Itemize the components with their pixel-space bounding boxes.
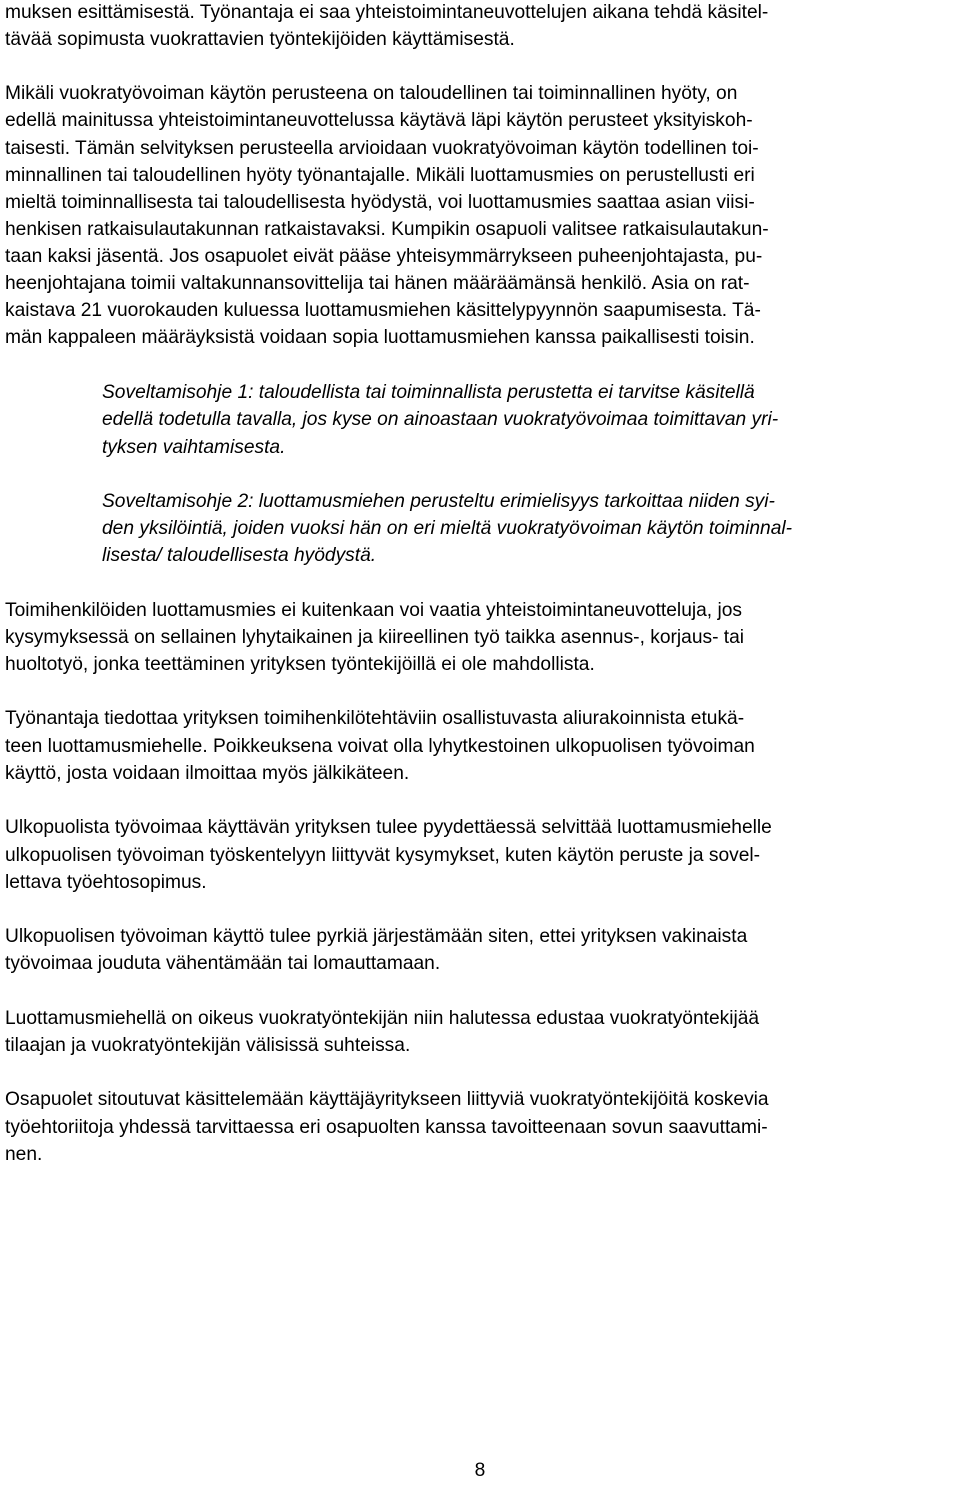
paragraph-5-line-1: Toimihenkilöiden luottamusmies ei kuitenkaan voi vaatia yhteistoimintaneuvotteluja, jos bbox=[5, 600, 742, 621]
paragraph-2-line-3: taisesti. Tämän selvityksen perusteella arvioidaan vuokratyövoiman käytön todellinen toi- bbox=[5, 138, 759, 159]
paragraph-7-line-3: lettava työehtosopimus. bbox=[5, 872, 207, 893]
paragraph-2-line-9: kaistava 21 vuorokauden kuluessa luottamusmiehen käsittelypyynnön saapumisesta. Tä- bbox=[5, 300, 761, 321]
paragraph-2-line-10: män kappaleen määräyksistä voidaan sopia luottamusmiehen kanssa paikallisesti toisin. bbox=[5, 327, 755, 348]
paragraph-2-line-7: taan kaksi jäsentä. Jos osapuolet eivät pääse yhteisymmärrykseen puheenjohtajasta, pu- bbox=[5, 246, 763, 267]
paragraph-8-line-2: työvoimaa jouduta vähentämään tai lomauttamaan. bbox=[5, 953, 441, 974]
paragraph-1-line-2: tävää sopimusta vuokrattavien työntekijöiden käyttämisestä. bbox=[5, 29, 515, 50]
paragraph-6-line-1: Työnantaja tiedottaa yrityksen toimihenkilötehtäviin osallistuvasta aliurakoinnista etukä- bbox=[5, 708, 745, 729]
paragraph-7-line-2: ulkopuolisen työvoiman työskentelyyn liittyvät kysymykset, kuten käytön peruste ja sovel- bbox=[5, 845, 761, 866]
paragraph-2-line-4: minnallinen tai taloudellinen hyöty työnantajalle. Mikäli luottamusmies on perustellusti eri bbox=[5, 165, 755, 186]
paragraph-10-line-1: Osapuolet sitoutuvat käsittelemään käyttäjäyritykseen liittyviä vuokratyöntekijöitä koskevia bbox=[5, 1089, 769, 1110]
paragraph-9-line-1: Luottamusmiehellä on oikeus vuokratyöntekijän niin halutessa edustaa vuokratyöntekijää bbox=[5, 1008, 760, 1029]
paragraph-6-line-3: käyttö, josta voidaan ilmoittaa myös jälkikäteen. bbox=[5, 763, 410, 784]
paragraph-2-line-6: henkisen ratkaisulautakunnan ratkaistavaksi. Kumpikin osapuoli valitsee ratkaisulautakun- bbox=[5, 219, 769, 240]
paragraph-5-line-3: huoltotyö, jonka teettäminen yrityksen työntekijöillä ei ole mahdollista. bbox=[5, 654, 595, 675]
application-note-1-line-2: edellä todetulla tavalla, jos kyse on ainoastaan vuokratyövoimaa toimittavan yri- bbox=[102, 409, 779, 430]
application-note-2-line-3: lisesta/ taloudellisesta hyödystä. bbox=[102, 545, 377, 566]
application-note-2-line-2: den yksilöintiä, joiden vuoksi hän on eri mieltä vuokratyövoiman käytön toiminnal- bbox=[102, 518, 793, 539]
application-note-1-line-1: Soveltamisohje 1: taloudellista tai toiminnallista perustetta ei tarvitse käsitellä bbox=[102, 382, 755, 403]
paragraph-2-line-5: mieltä toiminnallisesta tai taloudellisesta hyödystä, voi luottamusmies saattaa asian viisi- bbox=[5, 192, 755, 213]
application-note-2-line-1: Soveltamisohje 2: luottamusmiehen perusteltu erimielisyys tarkoittaa niiden syi- bbox=[102, 491, 775, 512]
paragraph-8-line-1: Ulkopuolisen työvoiman käyttö tulee pyrkiä järjestämään siten, ettei yrityksen vakinaista bbox=[5, 926, 748, 947]
page-number: 8 bbox=[474, 1460, 486, 1481]
paragraph-5-line-2: kysymyksessä on sellainen lyhytaikainen ja kiireellinen työ taikka asennus-, korjaus- tai bbox=[5, 627, 745, 648]
paragraph-2-line-8: heenjohtajana toimii valtakunnansovittelija tai hänen määräämänsä henkilö. Asia on rat- bbox=[5, 273, 750, 294]
paragraph-2-line-2: edellä mainitussa yhteistoimintaneuvottelussa käytävä läpi käytön perusteet yksityiskoh- bbox=[5, 110, 753, 131]
paragraph-6-line-2: teen luottamusmiehelle. Poikkeuksena voivat olla lyhytkestoinen ulkopuolisen työvoiman bbox=[5, 736, 755, 757]
paragraph-7-line-1: Ulkopuolista työvoimaa käyttävän yrityksen tulee pyydettäessä selvittää luottamusmiehelle bbox=[5, 817, 772, 838]
paragraph-10-line-2: työehtoriitoja yhdessä tarvittaessa eri osapuolten kanssa tavoitteenaan sovun saavuttami- bbox=[5, 1117, 768, 1138]
paragraph-1-line-1: muksen esittämisestä. Työnantaja ei saa yhteistoimintaneuvottelujen aikana tehdä käsitel- bbox=[5, 2, 769, 23]
paragraph-2-line-1: Mikäli vuokratyövoiman käytön perusteena on taloudellinen tai toiminnallinen hyöty, on bbox=[5, 83, 738, 104]
paragraph-10-line-3: nen. bbox=[5, 1144, 43, 1165]
paragraph-9-line-2: tilaajan ja vuokratyöntekijän välisissä suhteissa. bbox=[5, 1035, 411, 1056]
application-note-1-line-3: tyksen vaihtamisesta. bbox=[102, 437, 286, 458]
